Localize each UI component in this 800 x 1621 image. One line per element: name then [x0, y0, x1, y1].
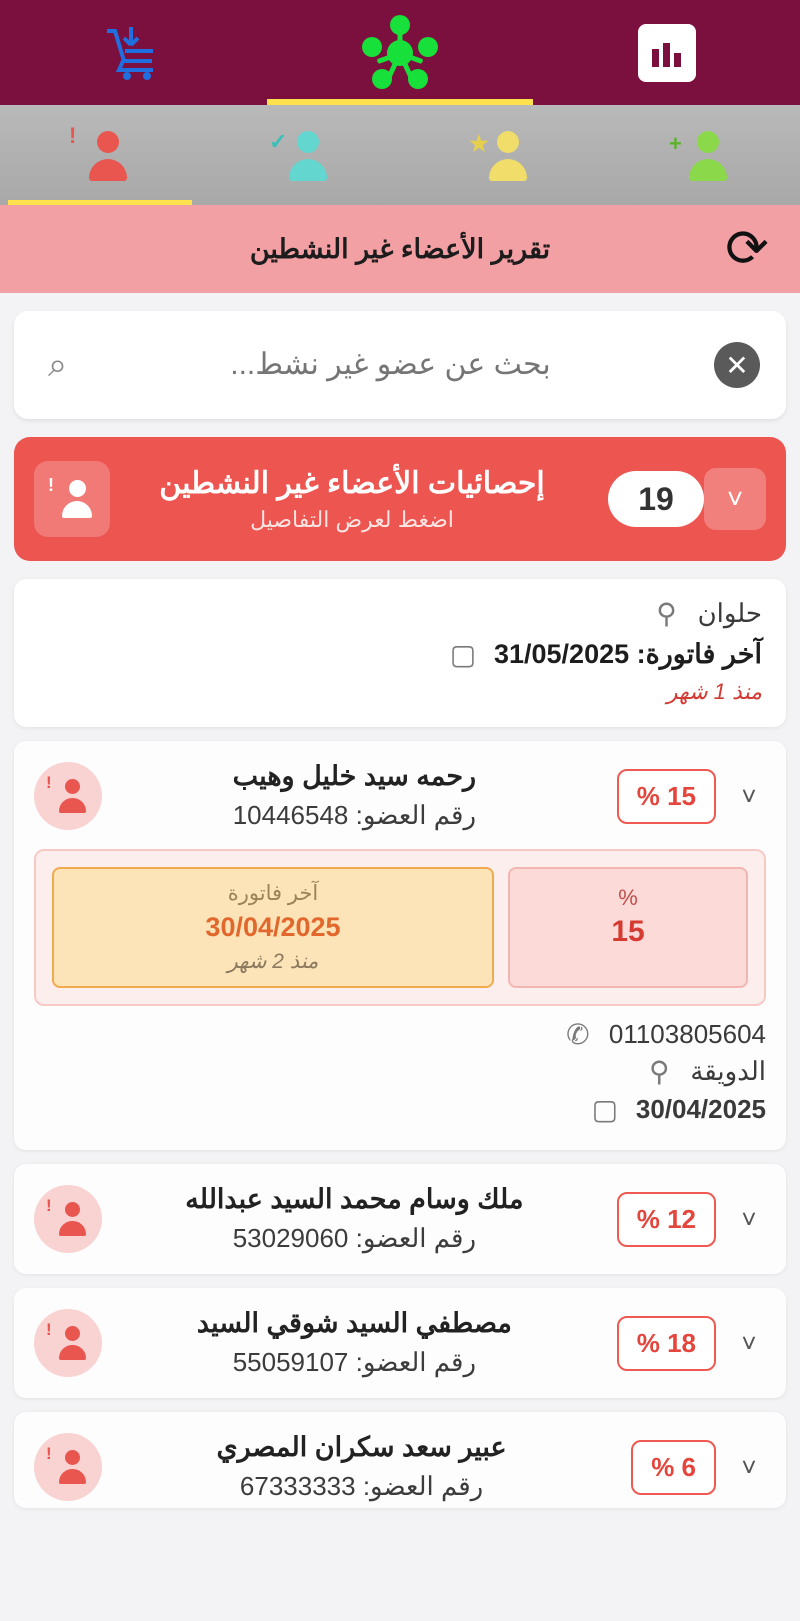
- member-number: رقم العضو: 55059107: [232, 1347, 477, 1377]
- map-pin-icon: ⚲: [649, 1056, 670, 1087]
- phone-row[interactable]: [34, 1018, 766, 1051]
- summary-info-card: [14, 579, 786, 727]
- member-identity: [118, 761, 591, 831]
- location-row: [38, 597, 762, 630]
- bar-chart-icon: [638, 24, 696, 82]
- person-alert-icon: !: [48, 1450, 88, 1484]
- star-member-tab[interactable]: [400, 105, 600, 205]
- detail-invoice-box: [52, 867, 494, 988]
- shopping-cart-icon: [101, 21, 165, 85]
- person-alert-icon: !: [48, 779, 88, 813]
- avatar: [34, 762, 102, 830]
- list-item[interactable]: [14, 1412, 786, 1508]
- percent-symbol: %: [618, 885, 638, 910]
- member-identity: [118, 1184, 591, 1254]
- calendar-icon: ▢: [449, 639, 477, 670]
- chevron-down-icon[interactable]: ˅: [704, 468, 766, 530]
- sub-navigation-bar: [0, 105, 800, 205]
- status-badge: 15 %: [617, 769, 716, 824]
- last-invoice-row: [38, 638, 762, 671]
- inactive-count-badge: 19: [608, 471, 704, 527]
- reports-tab[interactable]: [533, 0, 800, 105]
- calendar-icon: ▢: [591, 1093, 619, 1125]
- list-item[interactable]: [14, 741, 786, 1150]
- member-header[interactable]: [34, 1432, 766, 1502]
- map-pin-icon: ⚲: [656, 598, 677, 629]
- member-name: مصطفي السيد شوقي السيد: [196, 1308, 512, 1338]
- phone-value: 01103805604: [608, 1019, 766, 1049]
- member-number: رقم العضو: 67333333: [239, 1471, 484, 1501]
- person-check-icon: ✓: [271, 129, 329, 181]
- last-invoice-value: آخر فاتورة: 31/05/2025: [493, 639, 762, 669]
- member-location-row: [34, 1055, 766, 1088]
- member-header[interactable]: [34, 1184, 766, 1254]
- member-name: عبير سعد سكران المصري: [216, 1432, 507, 1462]
- member-identity: [118, 1308, 591, 1378]
- top-navigation-bar: [0, 0, 800, 105]
- stats-subtitle: اضغط لعرض التفاصيل: [250, 506, 454, 532]
- person-alert-icon: !: [71, 129, 129, 181]
- inactive-member-tab[interactable]: [0, 105, 200, 205]
- percent-value: 15: [611, 915, 645, 948]
- network-tab[interactable]: [267, 0, 534, 105]
- member-identity: [118, 1432, 605, 1502]
- person-alert-icon: !: [34, 461, 110, 537]
- member-detail-panel: [34, 849, 766, 1006]
- member-name: ملك وسام محمد السيد عبدالله: [185, 1184, 524, 1214]
- location-value: حلوان: [697, 598, 762, 628]
- add-member-tab[interactable]: [600, 105, 800, 205]
- person-star-icon: ★: [471, 129, 529, 181]
- since-note: منذ 1 شهر: [666, 679, 762, 704]
- member-header[interactable]: [34, 1308, 766, 1378]
- member-invoice-row-clipped: [34, 1092, 766, 1126]
- person-add-icon: +: [671, 129, 729, 181]
- status-badge: 18 %: [617, 1316, 716, 1371]
- search-box[interactable]: [14, 311, 786, 419]
- member-number: رقم العضو: 10446548: [232, 800, 477, 830]
- member-invoice-date: 30/04/2025: [635, 1093, 766, 1124]
- chevron-down-icon[interactable]: ˅: [741, 1451, 757, 1482]
- avatar: [34, 1433, 102, 1501]
- page-title: تقرير الأعضاء غير النشطين: [249, 233, 551, 264]
- search-section: [0, 293, 800, 419]
- stats-title: إحصائيات الأعضاء غير النشطين: [159, 466, 545, 500]
- avatar: [34, 1309, 102, 1377]
- invoice-ago: منذ 2 شهر: [227, 950, 319, 973]
- member-number: رقم العضو: 53029060: [232, 1223, 477, 1253]
- verified-member-tab[interactable]: [200, 105, 400, 205]
- chevron-down-icon[interactable]: ˅: [741, 1203, 757, 1234]
- person-alert-icon: !: [48, 1202, 88, 1236]
- status-badge: 12 %: [617, 1192, 716, 1247]
- status-badge: 6 %: [631, 1440, 716, 1495]
- network-nodes-icon: [362, 15, 438, 91]
- member-name: رحمه سيد خليل وهيب: [232, 761, 477, 791]
- member-header[interactable]: [34, 761, 766, 831]
- chevron-down-icon[interactable]: ˅: [741, 1327, 757, 1358]
- list-item[interactable]: [14, 1164, 786, 1274]
- refresh-icon[interactable]: ⟳: [725, 220, 769, 278]
- cart-tab[interactable]: [0, 0, 267, 105]
- avatar: [34, 1185, 102, 1253]
- invoice-date: 30/04/2025: [205, 912, 341, 942]
- person-alert-icon: !: [48, 1326, 88, 1360]
- stats-text-block: [110, 466, 594, 533]
- invoice-label: آخر فاتورة: [227, 882, 319, 905]
- list-item[interactable]: [14, 1288, 786, 1398]
- inactive-stats-banner[interactable]: [14, 437, 786, 561]
- detail-percent-box: [508, 867, 748, 988]
- phone-icon: ✆: [566, 1019, 590, 1050]
- search-icon: ⌕: [48, 345, 68, 384]
- clear-circle-icon[interactable]: ✕: [714, 342, 760, 388]
- page-header: [0, 205, 800, 293]
- search-input[interactable]: [67, 348, 714, 382]
- member-location-value: الدويقة: [690, 1056, 766, 1086]
- chevron-down-icon[interactable]: ˅: [741, 780, 757, 811]
- member-contact-list: [34, 1018, 766, 1126]
